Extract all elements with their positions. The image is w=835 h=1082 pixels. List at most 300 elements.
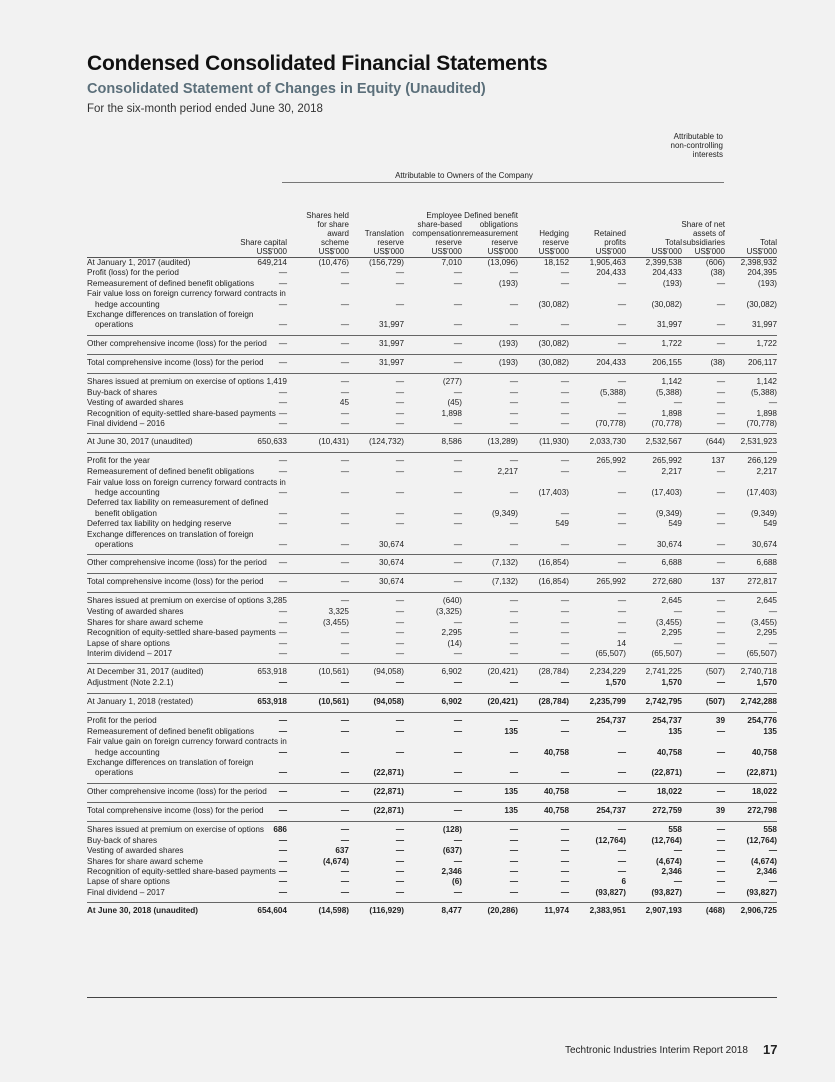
cell-value: (193)	[498, 338, 518, 348]
cell-value: —	[278, 467, 287, 477]
cell-value: —	[768, 398, 777, 408]
row-label: Shares for share award scheme	[87, 617, 204, 627]
cell-value: —	[340, 805, 349, 815]
cell-value: 1,570	[756, 678, 777, 688]
cell-value: (22,871)	[373, 768, 404, 778]
table-row	[87, 289, 777, 299]
cell-value: —	[617, 846, 626, 856]
cell-value: 18,022	[656, 786, 682, 796]
cell-value: —	[340, 278, 349, 288]
cell-value: (22,871)	[373, 786, 404, 796]
equity-table	[87, 258, 777, 917]
cell-value: 6,688	[661, 558, 682, 568]
cell-value: 30,674	[656, 540, 682, 550]
cell-value: —	[395, 648, 404, 658]
cell-value: (30,082)	[538, 338, 569, 348]
cell-value: —	[453, 617, 462, 627]
cell-value: 2,399,538	[645, 258, 682, 267]
column-unit: US$'000	[746, 247, 777, 256]
cell-value: —	[278, 456, 287, 466]
cell-value: (20,421)	[487, 696, 518, 706]
row-label: Profit for the year	[87, 456, 150, 466]
cell-value: —	[716, 519, 725, 529]
cell-value: 1,722	[661, 338, 682, 348]
cell-value: —	[278, 856, 287, 866]
cell-value: —	[716, 638, 725, 648]
cell-value: —	[395, 638, 404, 648]
cell-value: —	[716, 628, 725, 638]
cell-value: —	[395, 408, 404, 418]
cell-value: (22,871)	[651, 768, 682, 778]
cell-value: 3,285	[266, 596, 287, 606]
cell-value: (38)	[710, 357, 725, 367]
footer-publisher: Techtronic Industries	[565, 1045, 657, 1056]
cell-value: 137	[711, 456, 725, 466]
cell-value: —	[395, 278, 404, 288]
cell-value: 272,680	[652, 577, 682, 587]
cell-value: (6)	[451, 877, 462, 887]
cell-value: (10,431)	[318, 437, 349, 447]
cell-value: (22,871)	[746, 768, 777, 778]
cell-value: —	[453, 488, 462, 498]
cell-value: 3,325	[328, 607, 349, 617]
cell-value: —	[673, 607, 682, 617]
row-label: Lapse of share options	[87, 638, 170, 648]
cell-value: —	[395, 418, 404, 428]
table-header	[87, 130, 777, 256]
cell-value: —	[340, 320, 349, 330]
cell-value: —	[340, 418, 349, 428]
cell-value: 30,674	[378, 558, 404, 568]
cell-value: —	[453, 887, 462, 897]
cell-value: —	[395, 299, 404, 309]
period-caption: For the six-month period ended June 30, 2018	[87, 103, 323, 115]
row-label: Remeasurement of defined benefit obligations	[87, 278, 255, 288]
column-label: Hedging reserve	[539, 229, 569, 247]
row-label: Exchange differences on translation of foreign	[87, 757, 254, 767]
cell-value: —	[395, 387, 404, 397]
cell-value: —	[278, 638, 287, 648]
cell-value: —	[617, 866, 626, 876]
cell-value: —	[560, 856, 569, 866]
cell-value: 254,737	[596, 715, 626, 725]
cell-value: —	[340, 408, 349, 418]
cell-value: (17,403)	[746, 488, 777, 498]
cell-value: 558	[668, 824, 682, 834]
table-row	[87, 639, 777, 649]
cell-value: —	[340, 508, 349, 518]
row-label: Total comprehensive income (loss) for the period	[87, 805, 264, 815]
cell-value: —	[453, 835, 462, 845]
cell-value: —	[560, 320, 569, 330]
row-label: Profit (loss) for the period	[87, 268, 179, 278]
row-label: Buy-back of shares	[87, 835, 158, 845]
cell-value: (11,930)	[539, 437, 569, 447]
row-label: benefit obligation	[95, 508, 157, 518]
row-label: Interim dividend – 2017	[87, 648, 173, 658]
cell-value: —	[278, 726, 287, 736]
cell-value: —	[716, 607, 725, 617]
cell-value: (124,732)	[368, 437, 404, 447]
cell-value: —	[716, 338, 725, 348]
cell-value: (468)	[705, 906, 725, 916]
cell-value: (5,388)	[600, 387, 626, 397]
cell-value: —	[340, 456, 349, 466]
cell-value: —	[278, 877, 287, 887]
cell-value: —	[768, 846, 777, 856]
cell-value: —	[395, 398, 404, 408]
cell-value: —	[340, 540, 349, 550]
cell-value: (13,289)	[487, 437, 518, 447]
cell-value: (20,286)	[487, 906, 518, 916]
cell-value: 2,346	[661, 866, 682, 876]
cell-value: 204,433	[652, 268, 682, 278]
cell-value: (3,455)	[751, 617, 777, 627]
cell-value: —	[340, 768, 349, 778]
cell-value: —	[716, 540, 725, 550]
cell-value: —	[278, 387, 287, 397]
cell-value: 206,117	[748, 357, 777, 367]
cell-value: —	[509, 824, 518, 834]
column-label: Share capital	[240, 238, 287, 247]
cell-value: —	[395, 726, 404, 736]
cell-value: 39	[715, 715, 725, 725]
cell-value: —	[340, 824, 349, 834]
column-label: Total	[665, 238, 682, 247]
cell-value: 2,645	[661, 596, 682, 606]
cell-value: —	[340, 715, 349, 725]
cell-value: —	[716, 887, 725, 897]
cell-value: 1,905,463	[589, 258, 626, 267]
cell-value: —	[509, 835, 518, 845]
cell-value: —	[340, 786, 349, 796]
column-unit: US$'000	[318, 247, 349, 256]
cell-value: —	[716, 747, 725, 757]
cell-value: —	[278, 768, 287, 778]
cell-value: 135	[504, 805, 518, 815]
cell-value: (4,674)	[656, 856, 682, 866]
cell-value: —	[340, 519, 349, 529]
cell-value: —	[278, 678, 287, 688]
cell-value: —	[340, 558, 349, 568]
cell-value: —	[340, 338, 349, 348]
cell-value: —	[509, 877, 518, 887]
row-label: Other comprehensive income (loss) for the period	[87, 786, 267, 796]
cell-value: 204,433	[596, 268, 626, 278]
row-label: Recognition of equity-settled share-based payments	[87, 628, 276, 638]
table-row	[87, 783, 777, 798]
cell-value: —	[560, 887, 569, 897]
cell-value: —	[509, 678, 518, 688]
cell-value: —	[560, 726, 569, 736]
cell-value: —	[278, 558, 287, 568]
cell-value: 2,217	[661, 467, 682, 477]
cell-value: (116,929)	[369, 906, 404, 916]
cell-value: 6,902	[441, 696, 462, 706]
row-label: Shares issued at premium on exercise of options	[87, 596, 265, 606]
cell-value: —	[716, 408, 725, 418]
table-row	[87, 268, 777, 278]
cell-value: —	[340, 866, 349, 876]
cell-value: —	[340, 467, 349, 477]
cell-value: —	[453, 678, 462, 688]
table-row	[87, 258, 777, 268]
cell-value: 650,633	[257, 437, 287, 447]
cell-value: 8,586	[441, 437, 462, 447]
cell-value: (45)	[447, 398, 462, 408]
cell-value: 637	[335, 846, 349, 856]
row-label: operations	[95, 768, 134, 778]
table-row	[87, 488, 777, 498]
row-label: Deferred tax liability on remeasurement of defined	[87, 498, 269, 508]
cell-value: —	[716, 786, 725, 796]
cell-value: (12,764)	[651, 835, 682, 845]
table-row	[87, 467, 777, 477]
cell-value: —	[395, 856, 404, 866]
table-row	[87, 836, 777, 846]
cell-value: —	[453, 747, 462, 757]
row-label: At June 30, 2017 (unaudited)	[87, 437, 193, 447]
cell-value: —	[509, 866, 518, 876]
cell-value: —	[278, 519, 287, 529]
cell-value: (637)	[442, 846, 462, 856]
cell-value: —	[716, 617, 725, 627]
page-number: 17	[763, 1042, 778, 1057]
cell-value: 206,155	[652, 357, 682, 367]
cell-value: —	[395, 835, 404, 845]
cell-value: —	[278, 835, 287, 845]
cell-value: 549	[668, 519, 682, 529]
cell-value: 31,997	[378, 320, 404, 330]
cell-value: —	[340, 648, 349, 658]
cell-value: —	[278, 268, 287, 278]
cell-value: (14,598)	[318, 906, 349, 916]
cell-value: —	[617, 558, 626, 568]
column-unit: US$'000	[487, 247, 518, 256]
cell-value: (3,325)	[436, 607, 462, 617]
cell-value: 6	[621, 877, 626, 887]
cell-value: (5,388)	[656, 387, 682, 397]
cell-value: —	[509, 376, 518, 386]
table-row	[87, 419, 777, 429]
cell-value: —	[560, 268, 569, 278]
cell-value: 654,604	[257, 906, 287, 916]
column-header	[297, 211, 349, 256]
column-unit: US$'000	[595, 247, 626, 256]
table-row	[87, 300, 777, 310]
cell-value: (94,058)	[373, 667, 404, 677]
column-label: Share of net assets of subsidiaries	[681, 220, 725, 247]
table-row	[87, 320, 777, 330]
cell-value: —	[716, 846, 725, 856]
cell-value: 1,142	[756, 376, 777, 386]
cell-value: (28,784)	[538, 667, 569, 677]
cell-value: 1,722	[756, 338, 777, 348]
cell-value: —	[278, 320, 287, 330]
cell-value: 40,758	[543, 786, 569, 796]
cell-value: —	[453, 467, 462, 477]
cell-value: —	[716, 856, 725, 866]
row-label: operations	[95, 320, 134, 330]
cell-value: —	[617, 768, 626, 778]
cell-value: —	[509, 596, 518, 606]
row-label: hedge accounting	[95, 488, 160, 498]
table-row	[87, 335, 777, 350]
cell-value: 2,217	[756, 467, 777, 477]
cell-value: 254,737	[596, 805, 626, 815]
group-nci-rule	[662, 182, 724, 183]
cell-value: (20,421)	[487, 667, 518, 677]
cell-value: —	[617, 824, 626, 834]
cell-value: —	[617, 488, 626, 498]
cell-value: (30,082)	[651, 299, 682, 309]
table-row	[87, 821, 777, 836]
cell-value: —	[716, 866, 725, 876]
cell-value: —	[560, 607, 569, 617]
cell-value: —	[617, 508, 626, 518]
cell-value: —	[278, 805, 287, 815]
cell-value: —	[716, 824, 725, 834]
cell-value: 2,033,730	[589, 437, 626, 447]
cell-value: —	[560, 508, 569, 518]
row-label: Fair value gain on foreign currency forward contracts in	[87, 737, 287, 747]
cell-value: (3,455)	[323, 617, 349, 627]
cell-value: 1,419	[266, 376, 287, 386]
cell-value: (12,764)	[746, 835, 777, 845]
cell-value: (16,854)	[538, 577, 569, 587]
row-label: Shares issued at premium on exercise of options	[87, 824, 265, 834]
cell-value: 2,235,799	[589, 696, 626, 706]
cell-value: 265,992	[596, 577, 626, 587]
cell-value: 2,742,795	[645, 696, 682, 706]
table-row	[87, 888, 777, 898]
footer-report: Interim Report 2018	[659, 1045, 748, 1056]
footer-text	[565, 1045, 748, 1056]
cell-value: —	[560, 824, 569, 834]
column-unit: US$'000	[694, 247, 725, 256]
cell-value: (70,778)	[746, 418, 777, 428]
table-row	[87, 877, 777, 887]
cell-value: —	[716, 648, 725, 658]
cell-value: —	[509, 846, 518, 856]
row-label: Profit for the period	[87, 715, 157, 725]
cell-value: —	[395, 488, 404, 498]
cell-value: —	[509, 408, 518, 418]
cell-value: —	[453, 786, 462, 796]
cell-value: 31,997	[656, 320, 682, 330]
table-row	[87, 727, 777, 737]
cell-value: 135	[504, 726, 518, 736]
cell-value: —	[509, 638, 518, 648]
cell-value: (16,854)	[538, 558, 569, 568]
cell-value: (3,455)	[656, 617, 682, 627]
cell-value: —	[716, 278, 725, 288]
cell-value: 649,214	[257, 258, 287, 267]
cell-value: 135	[763, 726, 777, 736]
row-label: Remeasurement of defined benefit obligations	[87, 467, 255, 477]
table-row	[87, 748, 777, 758]
cell-value: —	[453, 357, 462, 367]
cell-value: (93,827)	[595, 887, 626, 897]
cell-value: 31,997	[378, 338, 404, 348]
cell-value: (4,674)	[751, 856, 777, 866]
cell-value: 266,129	[747, 456, 777, 466]
cell-value: (10,561)	[318, 667, 349, 677]
cell-value: —	[716, 418, 725, 428]
cell-value: (193)	[757, 278, 777, 288]
cell-value: —	[395, 824, 404, 834]
cell-value: 6,902	[441, 667, 462, 677]
cell-value: 31,997	[378, 357, 404, 367]
table-row	[87, 663, 777, 678]
page-title: Condensed Consolidated Financial Statements	[87, 52, 548, 75]
cell-value: —	[340, 268, 349, 278]
cell-value: —	[509, 488, 518, 498]
table-row	[87, 509, 777, 519]
cell-value: —	[395, 715, 404, 725]
cell-value: (10,476)	[318, 258, 349, 267]
cell-value: (7,132)	[492, 558, 518, 568]
cell-value: —	[560, 278, 569, 288]
row-label: operations	[95, 540, 134, 550]
cell-value: —	[560, 638, 569, 648]
row-label: hedge accounting	[95, 299, 160, 309]
cell-value: (65,507)	[651, 648, 682, 658]
cell-value: —	[340, 638, 349, 648]
cell-value: —	[716, 398, 725, 408]
cell-value: (277)	[442, 376, 462, 386]
cell-value: —	[716, 558, 725, 568]
table-row	[87, 373, 777, 388]
cell-value: —	[453, 508, 462, 518]
cell-value: 2,740,718	[740, 667, 777, 677]
row-label: Lapse of share options	[87, 877, 170, 887]
cell-value: —	[453, 418, 462, 428]
row-label: At January 1, 2017 (audited)	[87, 258, 191, 267]
table-row	[87, 867, 777, 877]
cell-value: —	[716, 488, 725, 498]
cell-value: —	[560, 596, 569, 606]
cell-value: (30,082)	[538, 357, 569, 367]
cell-value: —	[716, 678, 725, 688]
cell-value: —	[716, 387, 725, 397]
cell-value: —	[617, 617, 626, 627]
column-unit: US$'000	[373, 247, 404, 256]
cell-value: 265,992	[652, 456, 682, 466]
table-row	[87, 649, 777, 659]
cell-value: (9,349)	[751, 508, 777, 518]
cell-value: 8,477	[441, 906, 462, 916]
cell-value: (10,561)	[318, 696, 349, 706]
table-row	[87, 628, 777, 638]
cell-value: —	[509, 628, 518, 638]
cell-value: —	[560, 540, 569, 550]
cell-value: —	[560, 456, 569, 466]
table-row	[87, 737, 777, 747]
cell-value: (5,388)	[751, 387, 777, 397]
cell-value: —	[453, 387, 462, 397]
cell-value: —	[340, 488, 349, 498]
cell-value: —	[509, 715, 518, 725]
cell-value: —	[395, 376, 404, 386]
table-row	[87, 398, 777, 408]
cell-value: —	[395, 519, 404, 529]
row-label: Final dividend – 2016	[87, 418, 165, 428]
cell-value: 2,346	[756, 866, 777, 876]
cell-value: —	[716, 596, 725, 606]
cell-value: —	[560, 467, 569, 477]
cell-value: 265,992	[596, 456, 626, 466]
